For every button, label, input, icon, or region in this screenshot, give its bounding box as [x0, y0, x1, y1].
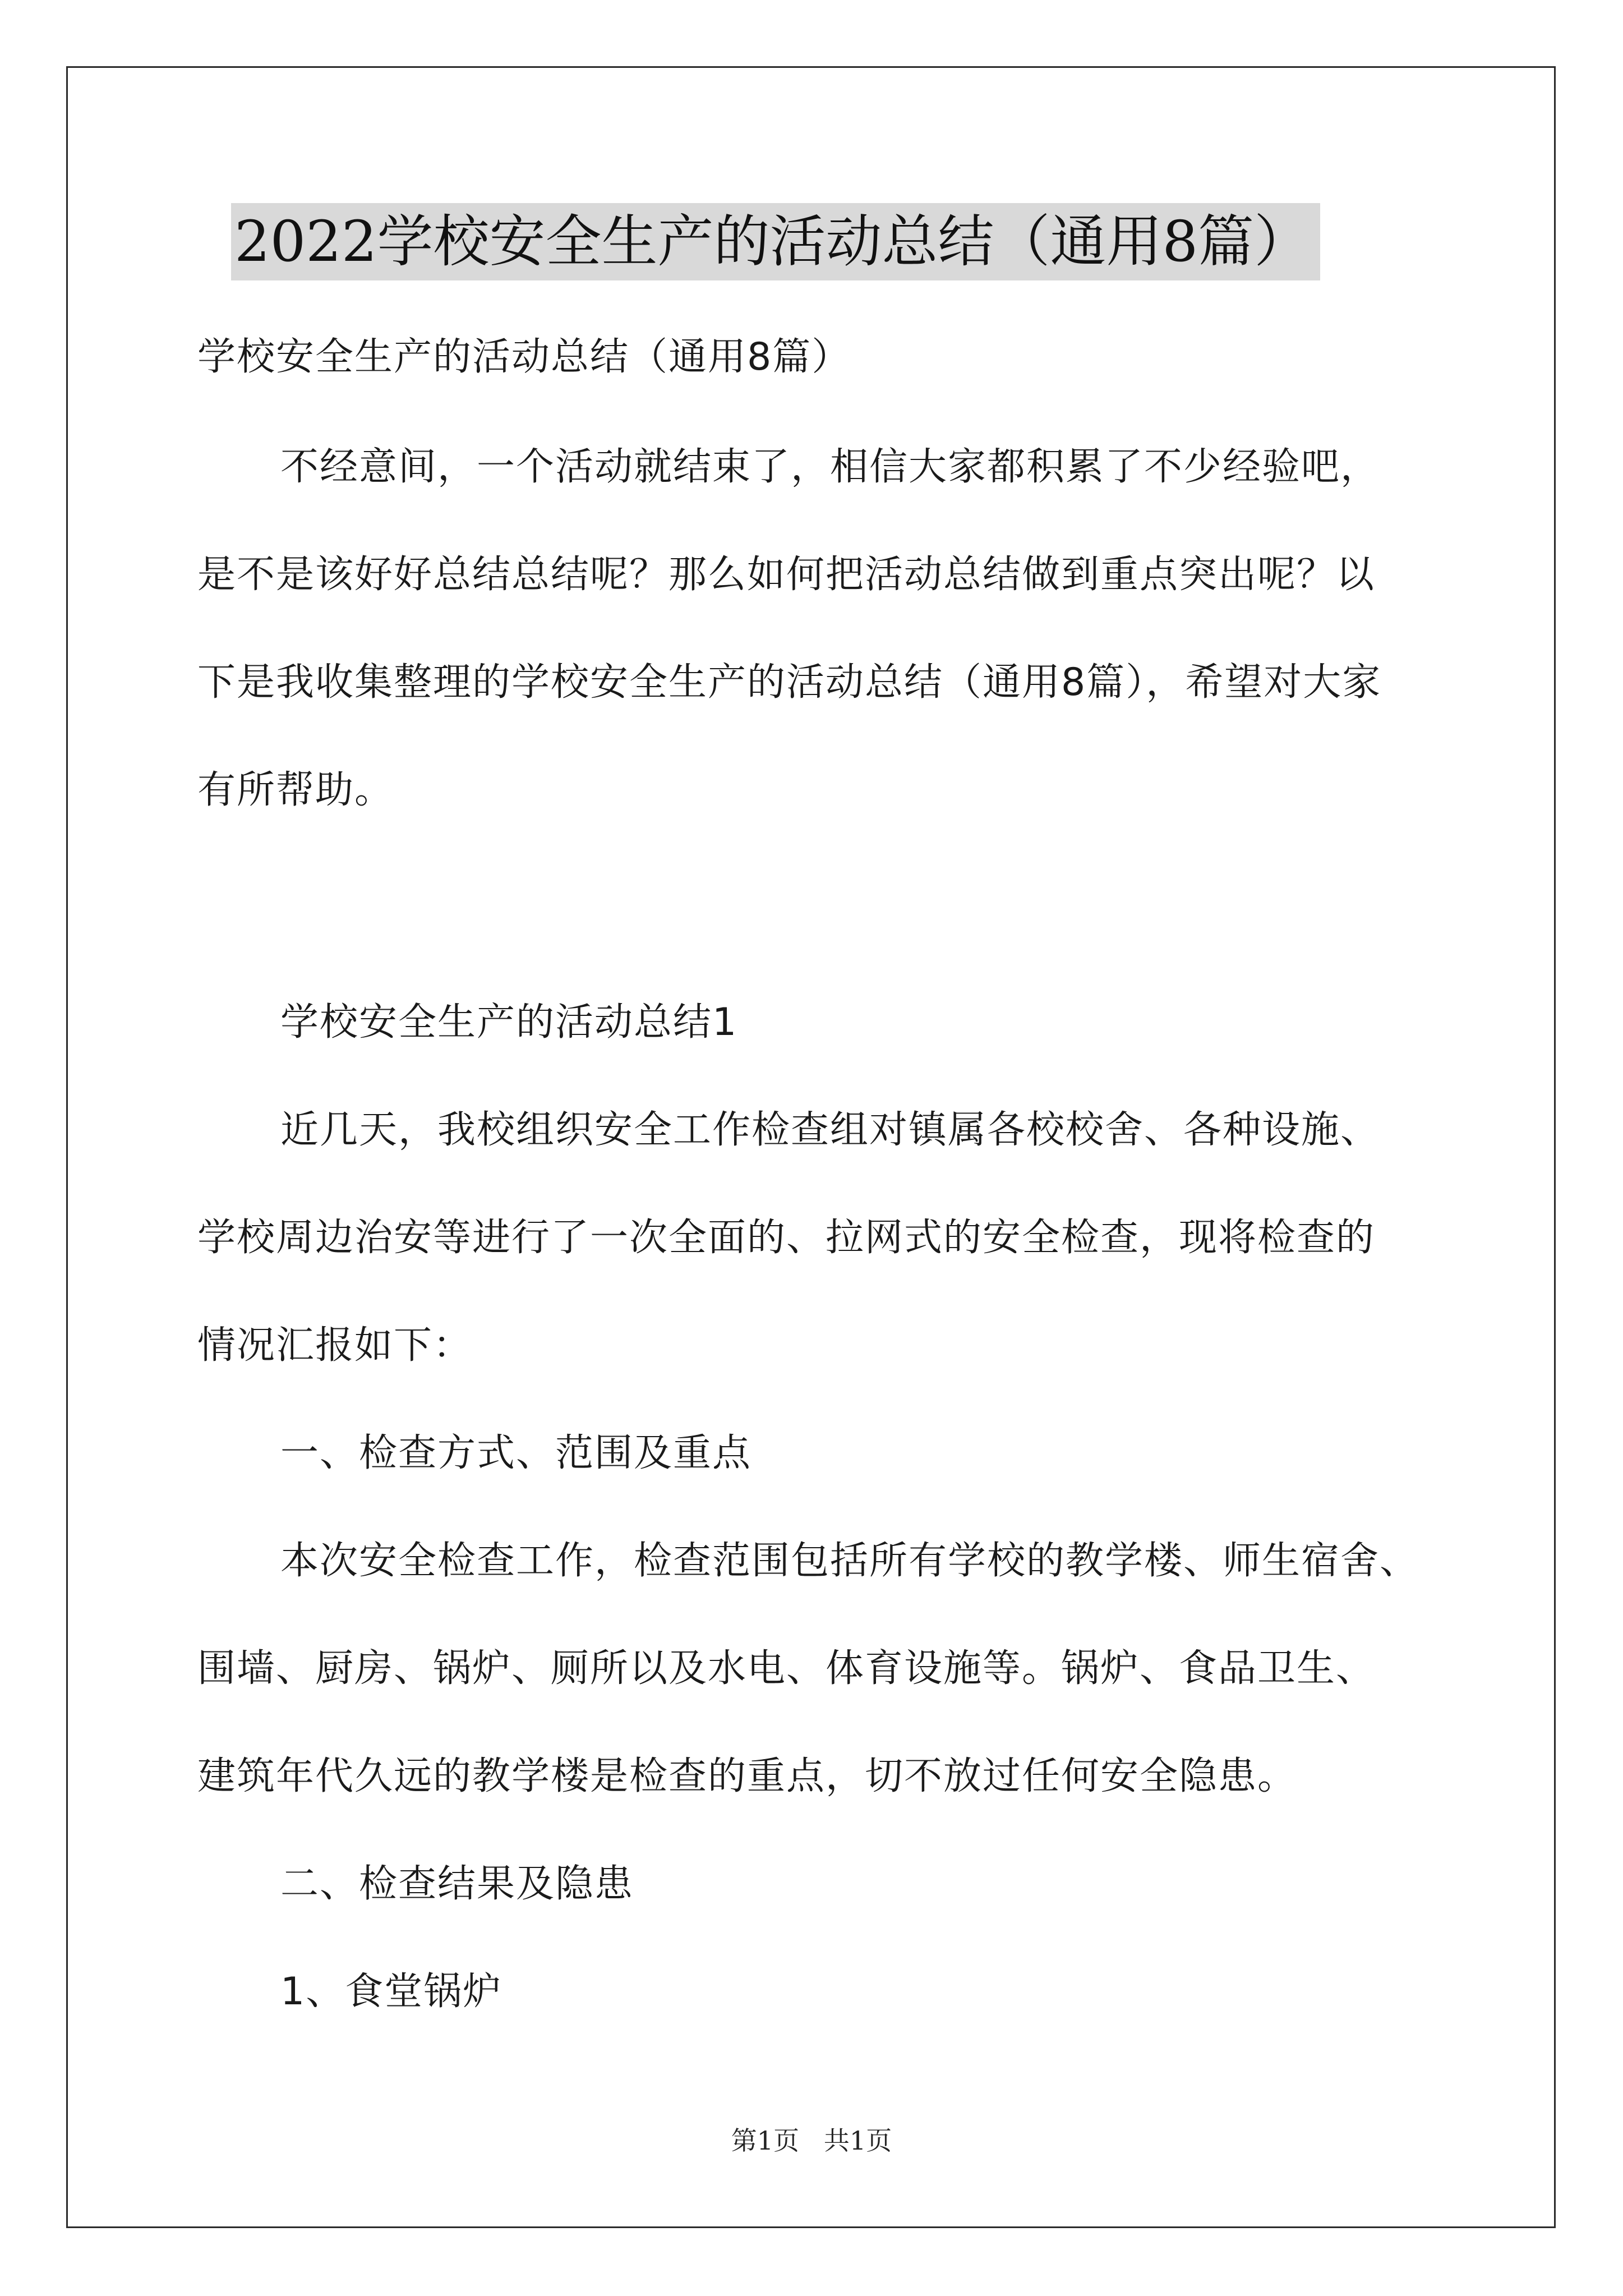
- section-line-8: 二、检查结果及隐患: [280, 1862, 634, 1906]
- document-subtitle: 学校安全生产的活动总结（通用8篇）: [197, 335, 851, 379]
- section-line-7: 建筑年代久远的教学楼是检查的重点，切不放过任何安全隐患。: [197, 1754, 1297, 1798]
- section-line-2: 学校周边治安等进行了一次全面的、拉网式的安全检查，现将检查的: [197, 1216, 1376, 1260]
- document-title-wrap: [231, 203, 1320, 280]
- intro-line-3: 下是我收集整理的学校安全生产的活动总结（通用8篇），希望对大家: [197, 660, 1382, 705]
- intro-line-4: 有所帮助。: [197, 768, 394, 812]
- section-line-6: 围墙、厨房、锅炉、厕所以及水电、体育设施等。锅炉、食品卫生、: [197, 1646, 1376, 1691]
- section-line-9: 1、食堂锅炉: [280, 1970, 502, 2014]
- section-line-1: 近几天，我校组织安全工作检查组对镇属各校校舍、各种设施、: [280, 1108, 1380, 1152]
- intro-line-2: 是不是该好好总结总结呢？那么如何把活动总结做到重点突出呢？以: [197, 553, 1376, 597]
- section-line-3: 情况汇报如下：: [197, 1323, 473, 1368]
- section-heading: 学校安全生产的活动总结1: [280, 1000, 738, 1045]
- intro-line-1: 不经意间，一个活动就结束了，相信大家都积累了不少经验吧，: [280, 445, 1380, 489]
- page-footer: 第1页 共1页: [731, 2125, 892, 2156]
- document-title: 2022学校安全生产的活动总结（通用8篇）: [231, 203, 1320, 280]
- section-line-5: 本次安全检查工作，检查范围包括所有学校的教学楼、师生宿舍、: [280, 1539, 1419, 1583]
- section-line-4: 一、检查方式、范围及重点: [280, 1431, 752, 1475]
